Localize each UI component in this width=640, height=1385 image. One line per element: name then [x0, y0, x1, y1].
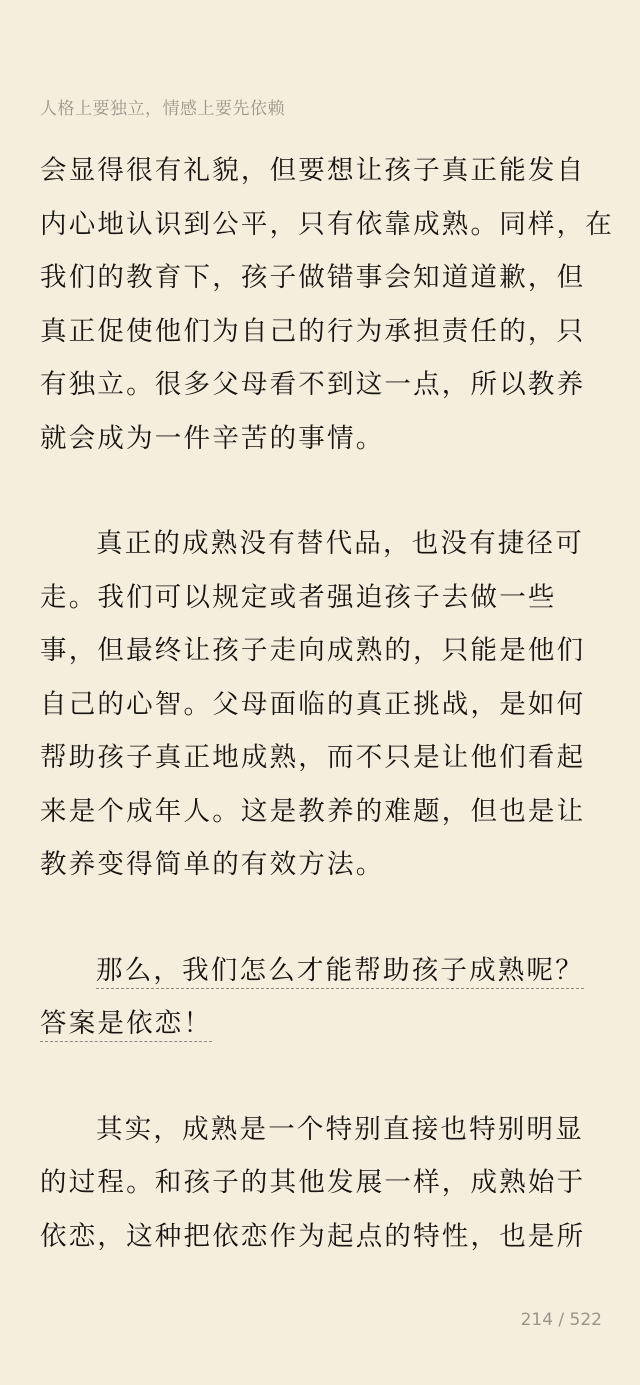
- text-line-content: 其实，成熟是一个特别直接也特别明显: [96, 1113, 584, 1145]
- underlined-text[interactable]: 答案是依恋！: [40, 1008, 212, 1042]
- text-line: 的过程。和孩子的其他发展一样，成熟始于: [40, 1167, 586, 1198]
- text-line: [40, 1001, 600, 1055]
- reading-content[interactable]: [40, 148, 614, 1267]
- paragraph-3-highlighted[interactable]: [40, 948, 600, 1055]
- text-line: [40, 948, 600, 1002]
- text-line: 走。我们可以规定或者强迫孩子去做一些: [40, 581, 557, 613]
- text-line: 我们的教育下，孩子做错事会知道道歉，但: [40, 262, 586, 293]
- underlined-text[interactable]: 那么，我们怎么才能帮助孩子成熟呢？: [96, 955, 584, 989]
- text-line: 会显得很有礼貌，但要想让孩子真正能发自: [40, 155, 586, 186]
- text-line: 来是个成年人。这是教养的难题，但也是让: [40, 795, 586, 827]
- text-line: 有独立。很多父母看不到这一点，所以教养: [40, 369, 586, 400]
- text-line: 依恋，这种把依恋作为起点的特性，也是所: [40, 1220, 586, 1252]
- text-line: [40, 521, 600, 575]
- paragraph-4: [40, 1107, 600, 1268]
- text-line: 教养变得简单的有效方法。: [40, 849, 385, 880]
- page-indicator: 214 / 522: [520, 1310, 602, 1330]
- text-line: 就会成为一件辛苦的事情。: [40, 422, 385, 454]
- paragraph-1: [40, 148, 614, 469]
- text-line: [40, 1107, 600, 1161]
- paragraph-gap: [40, 896, 600, 948]
- text-line: 内心地认识到公平，只有依靠成熟。同样，在: [40, 208, 614, 240]
- text-line: 帮助孩子真正地成熟，而不只是让他们看起: [40, 742, 586, 773]
- paragraph-gap: [40, 469, 600, 521]
- text-line: 事，但最终让孩子走向成熟的，只能是他们: [40, 635, 586, 666]
- text-line-content: 真正的成熟没有替代品，也没有捷径可: [96, 528, 584, 559]
- paragraph-2: [40, 521, 600, 896]
- paragraph-gap: [40, 1055, 600, 1107]
- text-line: 自己的心智。父母面临的真正挑战，是如何: [40, 688, 586, 720]
- text-line: 真正促使他们为自己的行为承担责任的，只: [40, 315, 586, 347]
- chapter-title: 人格上要独立，情感上要先依赖: [40, 99, 285, 119]
